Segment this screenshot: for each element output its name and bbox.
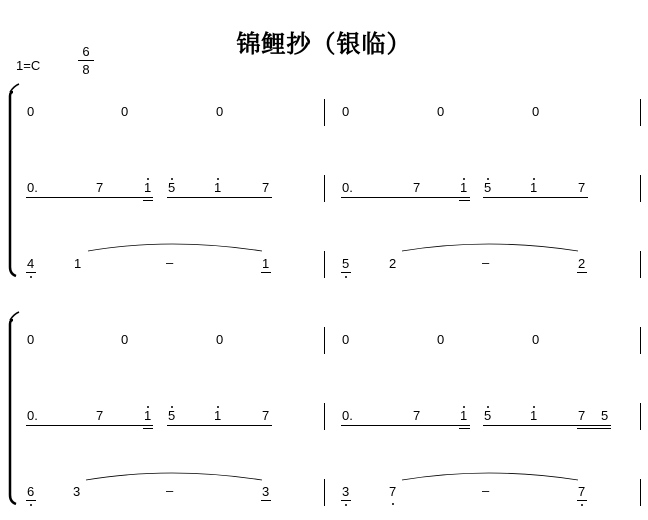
beam [26, 197, 153, 198]
note: 0 [437, 332, 445, 347]
beam [143, 200, 153, 201]
underline [577, 272, 587, 273]
note: 5 [168, 408, 176, 423]
underline [26, 500, 36, 501]
beam [459, 428, 470, 429]
barline [324, 99, 325, 126]
note: 7 [578, 180, 586, 195]
note: 1 [74, 256, 82, 271]
barline [640, 327, 641, 354]
note: 1 [214, 408, 222, 423]
system-2-brace [10, 320, 16, 504]
time-signature-bottom: 8 [82, 62, 90, 77]
note: 0 [121, 104, 129, 119]
barline [640, 99, 641, 126]
octave-dot-below [345, 276, 347, 278]
beam [167, 197, 272, 198]
note: 0. [27, 408, 38, 423]
note: 7 [262, 408, 270, 423]
note: 0 [342, 332, 350, 347]
note: 0 [532, 332, 540, 347]
underline [261, 272, 271, 273]
beam [26, 425, 153, 426]
note: 2 [389, 256, 397, 271]
note: 7 [96, 180, 104, 195]
note: 7 [96, 408, 104, 423]
note: 0. [342, 180, 353, 195]
note: 7 [389, 484, 397, 499]
beam [459, 200, 470, 201]
system-1-brace [10, 92, 16, 276]
beam [341, 197, 470, 198]
note: 0 [121, 332, 129, 347]
barline [640, 175, 641, 202]
note: 4 [27, 256, 35, 271]
note: 7 [578, 484, 586, 499]
note: 5 [342, 256, 350, 271]
note: 1 [530, 408, 538, 423]
note: 5 [484, 180, 492, 195]
sustain-dash: – [482, 483, 490, 498]
octave-dot-below [581, 504, 583, 506]
note: 1 [144, 408, 152, 423]
note: 7 [413, 180, 421, 195]
note: 5 [484, 408, 492, 423]
note: 5 [168, 180, 176, 195]
note: 2 [578, 256, 586, 271]
barline [324, 175, 325, 202]
underline [341, 500, 351, 501]
score-title: 锦鲤抄（银临） [236, 30, 412, 58]
note: 6 [27, 484, 35, 499]
note: 1 [460, 180, 468, 195]
beam [577, 428, 611, 429]
octave-dot-below [30, 504, 32, 506]
time-signature-top: 6 [82, 44, 90, 59]
note: 5 [601, 408, 609, 423]
barline [324, 251, 325, 278]
note: 3 [73, 484, 81, 499]
note: 0 [532, 104, 540, 119]
note: 3 [342, 484, 350, 499]
key-signature: 1=C [16, 58, 41, 73]
note: 1 [460, 408, 468, 423]
note: 0. [27, 180, 38, 195]
note: 1 [214, 180, 222, 195]
beam [483, 197, 588, 198]
beam [143, 428, 153, 429]
barline [640, 251, 641, 278]
note: 0 [216, 104, 224, 119]
barline [640, 403, 641, 430]
note: 7 [413, 408, 421, 423]
beam [167, 425, 272, 426]
octave-dot-below [345, 504, 347, 506]
barline [640, 479, 641, 506]
sustain-dash: – [166, 483, 174, 498]
note: 0 [216, 332, 224, 347]
slur-2 [402, 244, 578, 251]
octave-dot-below [30, 276, 32, 278]
note: 0 [27, 104, 35, 119]
underline [341, 272, 351, 273]
beam [483, 425, 611, 426]
note: 7 [578, 408, 586, 423]
note: 3 [262, 484, 270, 499]
sustain-dash: – [482, 255, 490, 270]
note: 0. [342, 408, 353, 423]
barline [324, 403, 325, 430]
note: 0 [342, 104, 350, 119]
slur-1 [88, 244, 262, 251]
note: 1 [144, 180, 152, 195]
note: 0 [27, 332, 35, 347]
system-2-brace-hook [10, 312, 19, 320]
barline [324, 479, 325, 506]
note: 1 [530, 180, 538, 195]
slur-3 [86, 473, 262, 480]
underline [261, 500, 271, 501]
note: 7 [262, 180, 270, 195]
beam [341, 425, 470, 426]
octave-dot-below [392, 503, 394, 505]
system-1-brace-hook [10, 84, 19, 92]
slur-4 [402, 473, 578, 480]
underline [26, 272, 36, 273]
barline [324, 327, 325, 354]
underline [577, 500, 587, 501]
sustain-dash: – [166, 255, 174, 270]
note: 0 [437, 104, 445, 119]
note: 1 [262, 256, 270, 271]
